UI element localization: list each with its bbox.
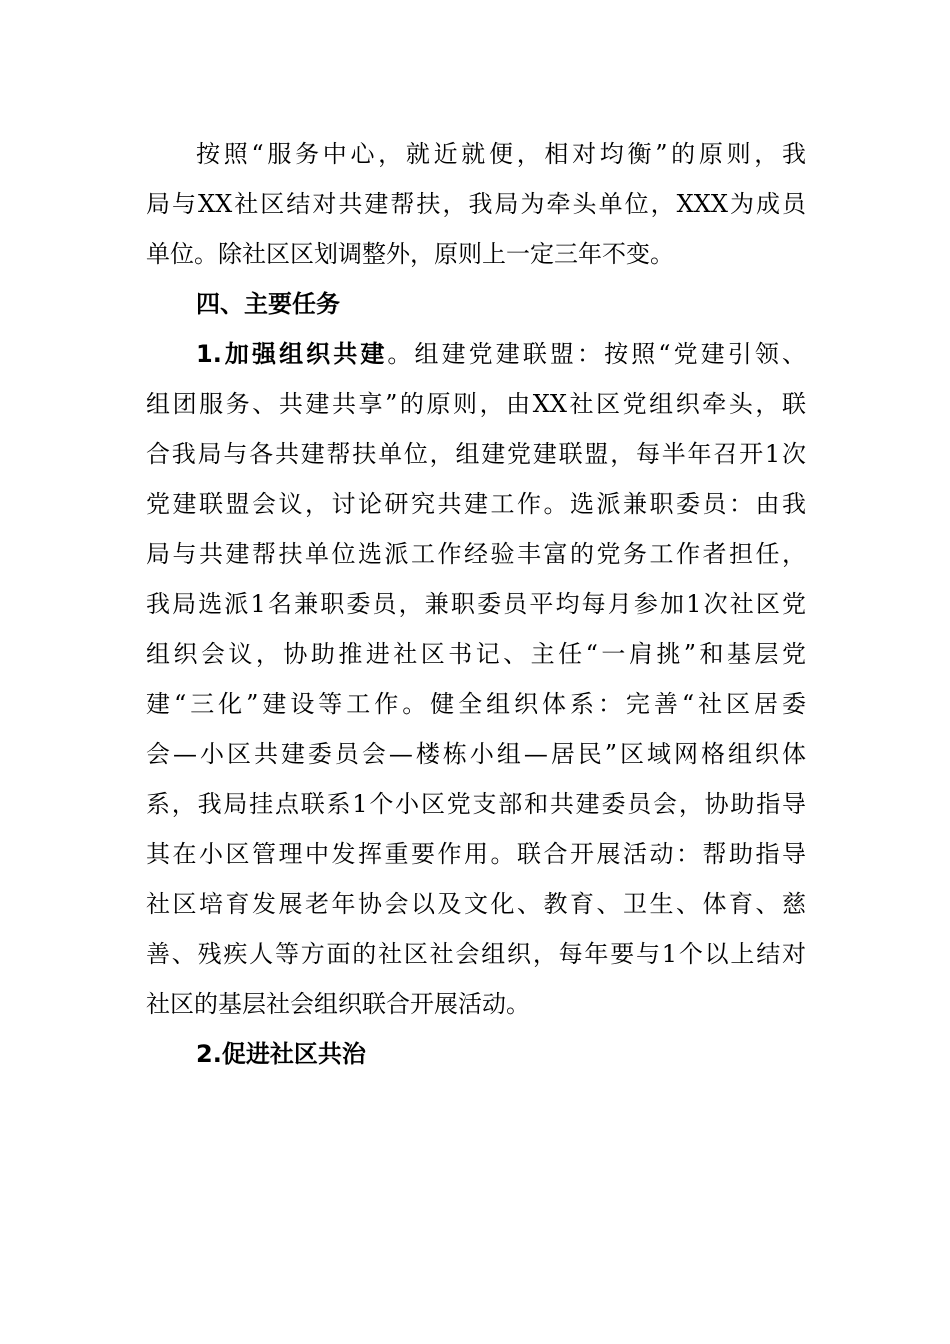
paragraph-line: 建“三化”建设等工作。健全组织体系：完善“社区居委	[146, 690, 806, 718]
paragraph-line: 合我局与各共建帮扶单位，组建党建联盟，每半年召开1次	[146, 440, 806, 468]
paragraph-line: 组织会议，协助推进社区书记、主任“一肩挑”和基层党	[146, 640, 806, 668]
task1-title: 1.加强组织共建	[196, 340, 388, 368]
paragraph-line: 局与共建帮扶单位选派工作经验丰富的党务工作者担任，	[146, 540, 806, 568]
paragraph-line: 其在小区管理中发挥重要作用。联合开展活动：帮助指导	[146, 840, 806, 868]
paragraph-line: 党建联盟会议，讨论研究共建工作。选派兼职委员：由我	[146, 490, 806, 518]
paragraph-line: 会—小区共建委员会—楼栋小组—居民”区域网格组织体	[146, 740, 806, 768]
task1-first-line	[196, 339, 806, 369]
paragraph-line: 我局选派1名兼职委员，兼职委员平均每月参加1次社区党	[146, 590, 806, 618]
paragraph-line: 社区培育发展老年协会以及文化、教育、卫生、体育、慈	[146, 890, 806, 918]
paragraph-line: 按照“服务中心，就近就便，相对均衡”的原则，我	[196, 140, 806, 168]
section-heading: 四、主要任务	[196, 290, 340, 318]
task1-first-line-text: 。组建党建联盟：按照“党建引领、	[387, 340, 806, 368]
paragraph-line: 局与XX社区结对共建帮扶，我局为牵头单位，XXX为成员	[146, 190, 806, 218]
paragraph-line: 单位。除社区区划调整外，原则上一定三年不变。	[146, 240, 674, 268]
paragraph-line: 组团服务、共建共享”的原则，由XX社区党组织牵头，联	[146, 390, 806, 418]
paragraph-line: 社区的基层社会组织联合开展活动。	[146, 990, 530, 1018]
paragraph-line: 善、残疾人等方面的社区社会组织，每年要与1个以上结对	[146, 940, 806, 968]
paragraph-line: 系，我局挂点联系1个小区党支部和共建委员会，协助指导	[146, 790, 806, 818]
task2-title: 2.促进社区共治	[196, 1040, 366, 1068]
